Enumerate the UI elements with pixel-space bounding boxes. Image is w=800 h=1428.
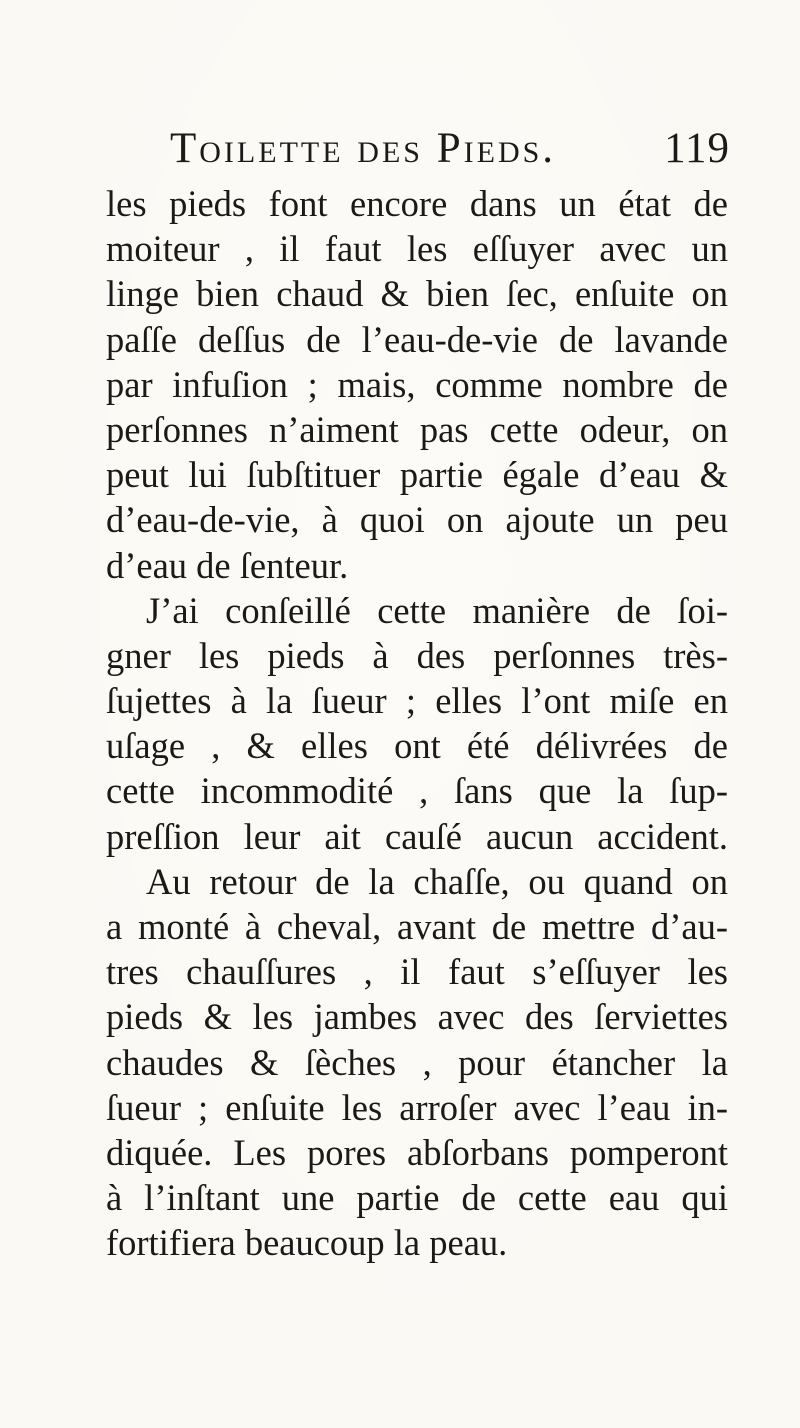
page-number: 119 xyxy=(664,125,730,172)
paragraph-end-line: d’eau de ſenteur. xyxy=(106,544,349,586)
text-line: preſſion leur ait cauſé aucun accident. xyxy=(106,815,728,857)
text-line: perſonnes n’aiment pas cette odeur, on xyxy=(106,408,728,450)
paragraph-start-line: Au retour de la chaſſe, ou quand on xyxy=(146,860,728,902)
text-line: chaudes & ſèches , pour étancher la xyxy=(106,1041,728,1083)
text-line: gner les pieds à des perſonnes très- xyxy=(106,634,728,676)
text-line: à l’inſtant une partie de cette eau qui xyxy=(106,1177,728,1219)
text-line: diquée. Les pores abſorbans pomperont xyxy=(106,1131,728,1173)
text-line: ſueur ; enſuite les arroſer avec l’eau in- xyxy=(106,1086,728,1128)
text-line: d’eau-de-vie, à quoi on ajoute un peu xyxy=(106,499,728,541)
text-line: pieds & les jambes avec des ſerviettes xyxy=(106,996,728,1038)
paragraph-start-line: J’ai conſeillé cette manière de ſoi- xyxy=(146,589,728,631)
text-line: moiteur , il faut les eſſuyer avec un xyxy=(106,228,728,270)
text-line: ſujettes à la ſueur ; elles l’ont miſe en xyxy=(106,680,728,722)
text-line: les pieds font encore dans un état de xyxy=(106,183,728,224)
text-line: cette incommodité , ſans que la ſup- xyxy=(106,770,728,812)
text-line: peut lui ſubſtituer partie égale d’eau & xyxy=(106,454,728,496)
running-title: Toilette des Pieds. xyxy=(170,125,557,172)
text-line: paſſe deſſus de l’eau-de-vie de lavande xyxy=(106,318,728,360)
text-line: a monté à cheval, avant de mettre d’au- xyxy=(106,906,728,947)
text-line: uſage , & elles ont été délivrées de xyxy=(106,725,728,767)
running-head xyxy=(170,124,730,174)
paragraph-end-line: fortifiera beaucoup la peau. xyxy=(106,1222,508,1264)
text-line: linge bien chaud & bien ſec, enſuite on xyxy=(106,273,728,315)
text-line: tres chauſſures , il faut s’eſſuyer les xyxy=(106,951,728,993)
body-text xyxy=(106,181,728,1266)
text-line: par infuſion ; mais, comme nombre de xyxy=(106,363,728,405)
